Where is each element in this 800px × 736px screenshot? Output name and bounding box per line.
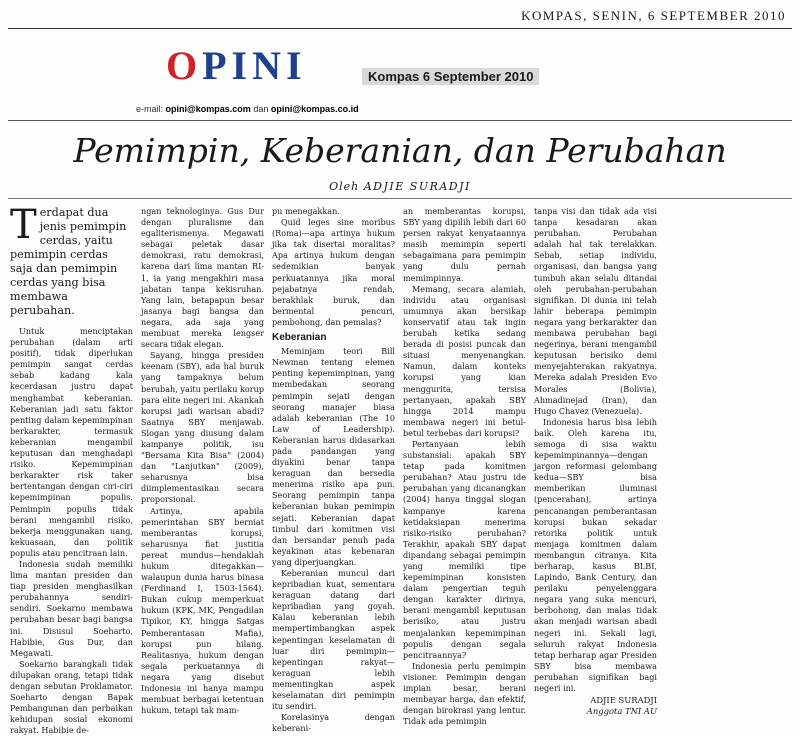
paragraph: Untuk menciptakan perubahan (dalam arti positif), tidak diperlukan pemimpin sangat cerdas sebab kadang kala kecerdasan justru dapat menghambat keberanian. Keberanian jadi satu faktor penting dalam kepemimpinan berkarakter, termasuk keberanian mengambil keputusan dan menghadapi risiko. Kepemimpinan berkarakter risk taker bertentangan dengan ciri-ciri kepemimpinan populis. Pemimpin populis tidak berani mengambil risiko, bekerja menggunakan uang, kekuasaan, dan politik populis atau pencitraan lain. — [10, 326, 133, 558]
paragraph: Soekarno barangkali tidak dilupakan orang, tetapi tidak dengan sebutan Proklamator. Soeharto dengan Bapak Pembangunan dan perbaikan kehidupan sosial ekonomi rakyat. Habibie de- — [10, 658, 133, 736]
lead-text: erdapat dua jenis pemimpin cerdas, yaitu pemimpin cerdas saja dan pemimpin cerdas yang bisa membawa perubahan. — [10, 206, 127, 317]
header-top-rule — [8, 28, 792, 29]
paragraph: Artinya, apabila pemerintahan SBY berniat memberantas korupsi, seharusnya fiat justitia pereat mundus—hendaklah hukum ditegakkan—walaupun dunia harus binasa (Ferdinand I, 1503-1564). Bukan cukup memperkuat hukum (KPK, MK, Pengadilan Tipikor, KY, hingga Satgas Pemberantasan Mafia), korupsi pun hilang. Realitasnya, hukum dengan segala perkuatannya di negara yang disebut Indonesia ini hanya mampu membuat berbagai ketentuan hukum, tetapi tak mam- — [141, 505, 264, 716]
paragraph: ngan teknologinya. Gus Dur dengan pluralisme dan egaliterismenya. Megawati sebagai peletak dasar demokrasi, ratu demokrasi, karena dari lima mantan RI-1, ia yang mengakhiri masa jabatan tanpa kekisruhan. Yang lain, betapapun besar jasanya bagi bangsa dan negara, ada saja yang membuat mereka lengser secara tidak elegan. — [141, 206, 264, 350]
header-bottom-rule — [8, 120, 792, 121]
section-logo-opini — [166, 43, 307, 88]
paragraph: Indonesia perlu pemimpin visioner. Pemimpin dengan impian besar, berani membayar harga, dan efektif, dengan birokrasi yang lentur. Tidak ada pemimpin — [403, 660, 526, 727]
author-role: Anggota TNI AU — [586, 706, 657, 717]
paragraph: Meminjam teori Bill Newman tentang elemen penting kepemimpinan, yang membedakan seorang pemimpin sejati dengan seorang manajer biasa adalah keberanian (The 10 Law of Leadership). Keberanian harus didasarkan pada pandangan yang diyakini benar tanpa keraguan dan bersedia menerima risiko apa pun. Seorang pemimpin tanpa keberanian bukan pemimpin sejati. Keberanian dapat timbul dari komitmen visi dan bersandar penuh pada keyakinan atas kebenaran yang diperjuangkan. — [272, 346, 395, 567]
paragraph: Memang, secara alamiah, individu atau organisasi umumnya akan bersikap konservatif atau tak ingin berubah ketika sedang berada di posisi puncak dan situasi menyenangkan. Namun, dalam konteks korupsi yang kian menggurita, tersisa pertanyaan, apakah SBY hingga 2014 mampu membawa negeri ini betul-betul terbebas dari korupsi? — [403, 283, 526, 438]
byline — [0, 180, 800, 193]
author-signature: ADJIE SURADJI — [590, 695, 657, 706]
paper-date: KOMPAS, SENIN, 6 SEPTEMBER 2010 — [521, 8, 786, 23]
paragraph: Pertanyaan lebih substansial: apakah SBY tetap pada komitmen perubahan? Atau justru ide perubahan yang dicanangkan (2004) hanya tinggal slogan kampanye karena ketidaksiapan menerima risiko-risiko perubahan? Terakhir, apakah SBY dapat dipandang sebagai pemimpin yang memiliki tipe kepemimpinan konsisten dalam pengertian teguh dengan karakter dirinya, berani mengambil keputusan berisiko, atau justru menjalankan kepemimpinan populis dengan segala pencitraannya? — [403, 438, 526, 660]
article-column-1 — [10, 202, 133, 736]
masthead — [0, 0, 800, 96]
email-separator: dan — [250, 104, 271, 114]
email-link-2[interactable]: opini@kompas.co.id — [270, 104, 359, 114]
paragraph: Korelasinya dengan keberani- — [272, 712, 395, 734]
byline-prefix: Oleh — [329, 180, 364, 193]
paragraph: Keberanian muncul dari kepribadian kuat, sementara keraguan datang dari kepribadian yang goyah. Kalau keberanian lebih mempertimbangkan aspek kepentingan keselamatan di luar diri pemimpin—kepentingan rakyat—keraguan lebih mementingkan aspek keselamatan diri pemimpin itu sendiri. — [272, 568, 395, 712]
paragraph: tanpa visi dan tidak ada visi tanpa kesadaran akan perubahan. Perubahan adalah hal tak terelakkan. Sebab, setiap individu, organisasi, dan bangsa yang tumbuh akan selalu ditandai oleh perubahan-perubahan signifikan. Di dunia ini telah lahir beberapa pemimpin negara yang berkarakter dan membawa perubahan bagi negerinya, berani mengambil keputusan berisiko demi menyejahterakan rakyatnya. Mereka adalah Presiden Evo Morales (Bolivia), Ahmadinejad (Iran), dan Hugo Chavez (Venezuela). — [534, 206, 657, 416]
email-link-1[interactable]: opini@kompas.com — [165, 104, 251, 114]
paragraph: Sayang, hingga presiden keenam (SBY), ada hal buruk yang tampaknya belum berubah, yaitu perilaku korup para elite negeri ini. Akankah korupsi jadi warisan abadi? Saatnya SBY menjawab. Slogan yang diusung dalam kampanye politik, isu "Bersama Kita Bisa" (2004) dan "Lanjutkan" (2009), seharusnya bisa diimplementasikan secara proporsional. — [141, 350, 265, 505]
paragraph: an memberantas korupsi, SBY yang dipilih lebih dari 60 persen rakyat kenyataannya masih memimpin seperti sebagaimana para pemimpin yang dulu pernah memimpinnya. — [403, 206, 526, 283]
email-prefix: e-mail: — [136, 104, 166, 114]
body-rule — [8, 198, 792, 199]
lead-paragraph — [10, 202, 133, 318]
article-column-5 — [534, 206, 657, 717]
article-column-4 — [403, 206, 526, 727]
paragraph: Indonesia sudah memiliki lima mantan presiden dan tiap presiden menghasilkan perubahannya sendiri-sendiri. Soekarno membawa perubahan besar bagi bangsa ini. Disusul Soeharto, Habibie, Gus Dur, dan Megawati. — [10, 558, 133, 658]
section-logo-rest: PINI — [202, 43, 307, 88]
section-logo-o: O — [166, 43, 203, 88]
dropcap: T — [10, 202, 37, 248]
article-headline: Pemimpin, Keberanian, dan Perubahan — [73, 131, 727, 170]
source-label: Kompas 6 September 2010 — [362, 68, 539, 85]
article-column-3 — [272, 206, 395, 734]
article-column-2 — [141, 206, 265, 716]
paragraph: Quid leges sine moribus (Roma)—apa artinya hukum jika tak disertai moralitas? Apa artinya hukum dengan sedemikian banyak perkuatannya jika moral pejabatnya rendah, berakhlak buruk, dan bermental pencuri, pembohong, dan pemalas? — [272, 217, 395, 327]
byline-name: ADJIE SURADJI — [363, 180, 471, 193]
paragraph: pu menegakkan. — [272, 206, 340, 216]
email-line — [136, 104, 359, 114]
paragraph: Indonesia harus bisa lebih baik. Oleh karena itu, semoga di sisa waktu kepemimpinannya—dengan jargon reformasi gelombang kedua—SBY bisa memberikan iluminasi (pencerahan), artinya pencanangan pemberantasan korupsi bukan sekadar retorika politik untuk menjaga komitmen dalam membangun citranya. Kita berharap, kasus BLBI, Lapindo, Bank Century, dan perilaku penyelenggara negara yang suka mencuri, berbohong, dan malas tidak akan menjadi warisan abadi negeri ini. Sekali lagi, seluruh rakyat Indonesia tetap berharap agar Presiden SBY bisa membawa perubahan signifikan bagi negeri ini. — [534, 416, 657, 694]
subheading-keberanian: Keberanian — [272, 332, 327, 344]
